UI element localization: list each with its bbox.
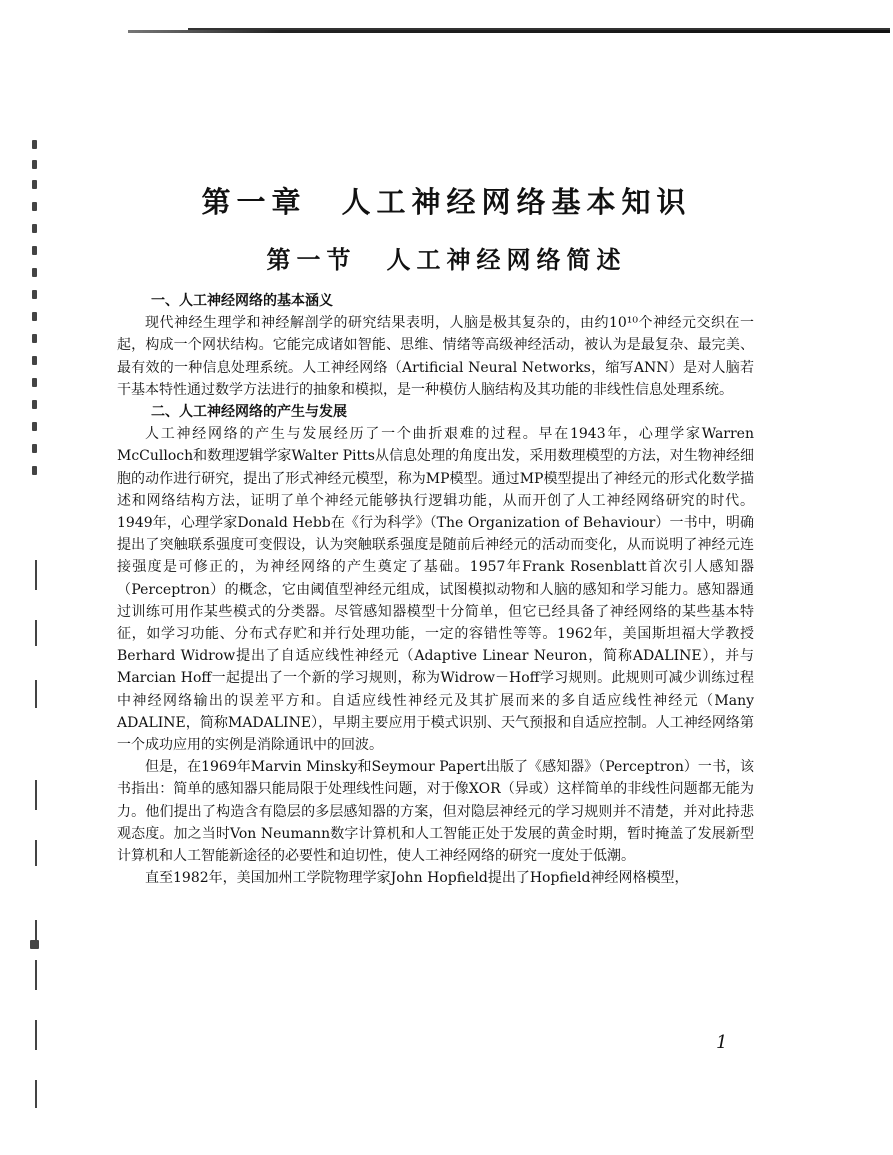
paragraph: 但是，在1969年Marvin Minsky和Seymour Papert出版了《感知器》（Perceptron）一书，该书指出：简单的感知器只能局限于处理线性问题，对于像XOR（异或）这样简单的非线性问题都无能为力。他们提出了构造含有隐层的多层感知器的方案，但对隐层神经元的学习规则并不清楚，并对此持悲观态度。加之当时Von Neumann数字计算机和人工智能正处于发展的黄金时期，暂时掩盖了发展新型计算机和人工智能新途径的必要性和迫切性，使人工神经网络的研究一度处于低潮。: [117, 759, 754, 865]
margin-bar: [35, 960, 37, 990]
paragraph: 人工神经网络的产生与发展经历了一个曲折艰难的过程。早在1943年，心理学家Warren McCulloch和数理逻辑学家Walter Pitts从信息处理的角度出发，采用数理模型的方法，对生物神经细胞的动作进行研究，提出了形式神经元模型，称为MP模型。通过MP模型提出了神经元的形式化数学描述和网络结构方法，证明了单个神经元能够执行逻辑功能，从而开创了人工神经网络研究的时代。1949年，心理学家Donald Hebb在《行为科学》（The Organization of Behaviour）一书中，明确提出了突触联系强度可变假设，认为突触联系强度是随前后神经元的活动而变化，从而说明了神经元连接强度是可修正的，为神经网络的产生奠定了基础。1957年Frank Rosenblatt首次引人感知器（Perceptron）的概念，它由阈值型神经元组成，试图模拟动物和人脑的感知和学习能力。感知器通过训练可用作某些模式的分类器。尽管感知器模型十分简单，但它已经具备了神经网络的某些基本特征，如学习功能、分布式存贮和并行处理功能，一定的容错性等等。1962年，美国斯坦福大学教授Berhard Widrow提出了自适应线性神经元（Adaptive Linear Neuron，简称ADALINE），并与Marcian Hoff一起提出了一个新的学习规则，称为Widrow－Hoff学习规则。此规则可减少训练过程中神经网络输出的误差平方和。自适应线性神经元及其扩展而来的多自适应线性神经元（Many ADALINE，简称MADALINE），早期主要应用于模式识别、天气预报和自适应控制。人工神经网络第一个成功应用的实例是消除通讯中的回波。: [117, 426, 754, 754]
margin-bar: [35, 620, 37, 646]
section-title: 第一节 人工神经网络简述: [266, 245, 627, 274]
margin-mark: [32, 400, 37, 409]
binding-margin-marks: [26, 140, 48, 1150]
margin-mark: [32, 224, 37, 233]
subsection-heading: 二、人工神经网络的产生与发展: [151, 404, 347, 421]
margin-mark: [32, 356, 37, 365]
margin-mark: [32, 378, 37, 387]
page-number: 1: [716, 1032, 728, 1053]
margin-mark: [30, 940, 39, 949]
margin-mark: [32, 422, 37, 431]
chapter-title: 第一章 人工神经网络基本知识: [201, 185, 692, 219]
margin-mark: [32, 290, 37, 299]
subsection-heading: 一、人工神经网络的基本涵义: [151, 293, 333, 309]
margin-bar: [35, 1080, 37, 1108]
margin-bar: [35, 560, 37, 590]
margin-mark: [32, 334, 37, 343]
body-text: [117, 290, 754, 889]
margin-bar: [35, 1020, 37, 1050]
margin-mark: [32, 444, 37, 453]
margin-mark: [32, 160, 37, 169]
paragraph: 直至1982年，美国加州工学院物理学家John Hopfield提出了Hopfield神经网格模型，: [145, 870, 689, 887]
paragraph: 现代神经生理学和神经解剖学的研究结果表明，人脑是极其复杂的，由约10¹⁰个神经元交织在一起，构成一个网状结构。它能完成诸如智能、思维、情绪等高级神经活动，被认为是最复杂、最完美、最有效的一种信息处理系统。人工神经网络（Artificial Neural Networks，缩写ANN）是对人脑若干基本特性通过数学方法进行的抽象和模拟，是一种模仿人脑结构及其功能的非线性信息处理系统。: [117, 315, 754, 398]
margin-bar: [35, 780, 37, 810]
margin-bar: [35, 840, 37, 866]
margin-mark: [32, 312, 37, 321]
margin-mark: [32, 466, 37, 475]
margin-bar: [35, 680, 37, 708]
top-rule: [128, 30, 890, 33]
margin-mark: [32, 140, 37, 149]
